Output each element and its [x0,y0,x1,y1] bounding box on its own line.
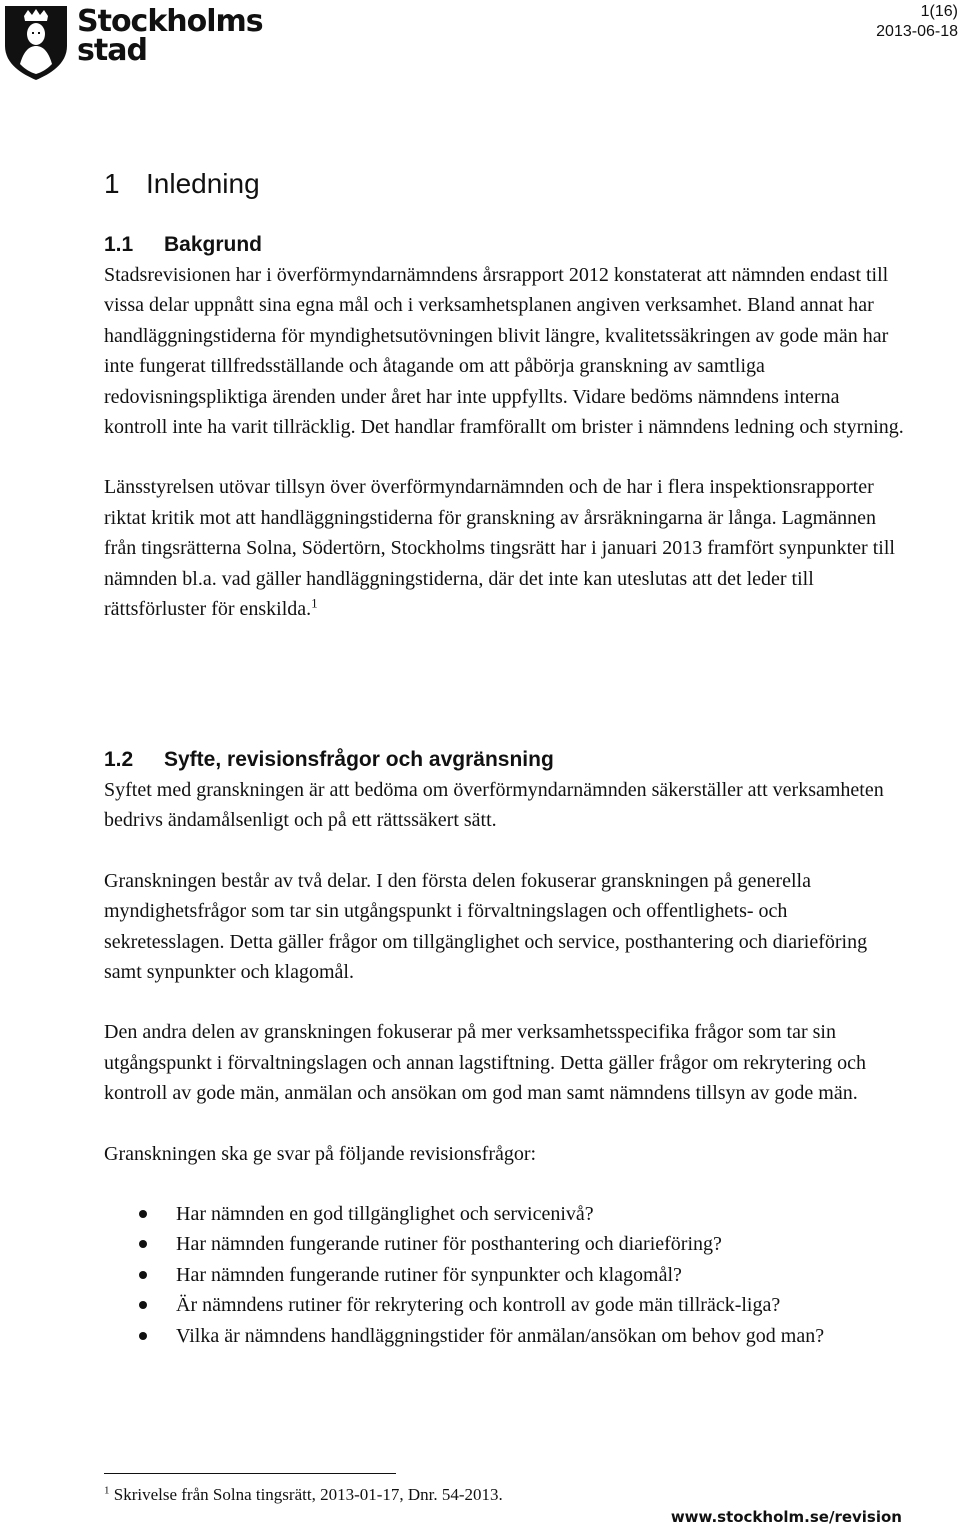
list-item-text: Är nämndens rutiner för rekrytering och kontroll av gode män tillräck-liga? [176,1294,781,1317]
stockholms-stad-logo [2,2,263,84]
paragraph: Granskningen ska ge svar på följande revisionsfrågor: [104,1142,537,1165]
bullet-icon [139,1240,147,1248]
page-header-info [876,2,958,42]
paragraph: Granskningen består av två delar. I den första delen fokuserar granskningen på generella myndighetsfrågor som tar sin utgångspunkt i förvaltningslagen och offentlighets- och sekretesslagen. Detta gäller frågor om tillgänglighet och service, posthantering och diarieföring samt synpunkter och klagomål. [104,869,868,984]
page-number: 1(16) [920,3,958,20]
list-item-text: Vilka är nämndens handläggningstider för anmälan/ansökan om behov god man? [176,1324,825,1347]
heading-syfte [104,745,904,775]
revision-questions-list [104,1199,904,1351]
section-title: Bakgrund [164,233,263,256]
bullet-icon [139,1332,147,1340]
paragraph-text: Länsstyrelsen utövar tillsyn över överförmyndarnämnden och de har i flera inspektionsrapporter riktat kritik mot att handläggningstiderna för granskning av årsräkningarna är långa. Lagmännen från tingsrätterna Solna, Södertörn, Stockholms tingsrätt har i januari 2013 framfört synpunkter till nämnden bl.a. vad gäller handläggningstiderna, där det inte kan uteslutas att det leder till rättsförluster för enskilda. [104,476,895,621]
city-crest-icon [2,2,70,82]
logo-text-stad: stad [77,33,147,68]
paragraph: Den andra delen av granskningen fokuserar på mer verksamhetsspecifika frågor som tar sin utgångspunkt i förvaltningslagen och annan lagstiftning. Detta gäller frågor om rekrytering och kontroll av gode män, anmälan och ansökan om god man samt nämndens tillsyn av gode män. [104,1021,867,1105]
footnote-reference: 1 [311,595,318,611]
bullet-icon [139,1301,147,1309]
logo-text-stockholms: Stockholms [77,4,263,39]
footnote-divider [104,1473,396,1474]
section-number: 1.1 [104,233,134,256]
section-bakgrund [104,230,904,624]
list-item [104,1229,904,1259]
list-item [104,1290,904,1320]
paragraph [104,472,904,624]
section-title: Syfte, revisionsfrågor och avgränsning [164,748,554,771]
heading-inledning [104,164,260,204]
heading-title: Inledning [146,168,260,199]
footnote-text: Skrivelse från Solna tingsrätt, 2013-01-17, Dnr. 54-2013. [113,1485,503,1504]
list-item [104,1260,904,1290]
list-item-text: Har nämnden fungerande rutiner för posthantering och diarieföring? [176,1233,722,1256]
bullet-icon [139,1271,147,1279]
section-number: 1.2 [104,748,134,771]
heading-number: 1 [104,168,120,199]
list-item [104,1199,904,1229]
paragraph: Syftet med granskningen är att bedöma om överförmyndarnämnden säkerställer att verksamheten bedrivs ändamålsenligt och på ett rättssäkert sätt. [104,779,884,832]
list-item [104,1321,904,1351]
heading-bakgrund [104,230,904,260]
footnote [104,1484,503,1506]
section-syfte [104,745,904,1351]
document-date: 2013-06-18 [876,23,958,40]
paragraph: Stadsrevisionen har i överförmyndarnämndens årsrapport 2012 konstaterat att nämnden endast till vissa delar uppnått sina egna mål och i verksamhetsplanen angiven verksamhet. Bland annat har handläggningstiderna för myndighetsutövningen blivit längre, kvalitetssäkringen av gode män har inte fungerat tillfredsställande och åtagande om att påbörja granskning av samtliga redovisningspliktiga ärenden under året har inte uppfyllts. Vidare bedöms nämndens interna kontroll inte ha varit tillräcklig. Det handlar framförallt om brister i nämndens ledning och styrning. [104,264,904,439]
bullet-icon [139,1210,147,1218]
list-item-text: Har nämnden fungerande rutiner för synpunkter och klagomål? [176,1263,682,1286]
footnote-number: 1 [104,1484,110,1497]
list-item-text: Har nämnden en god tillgänglighet och servicenivå? [176,1203,594,1226]
footer-link[interactable]: www.stockholm.se/revision [670,1508,902,1526]
